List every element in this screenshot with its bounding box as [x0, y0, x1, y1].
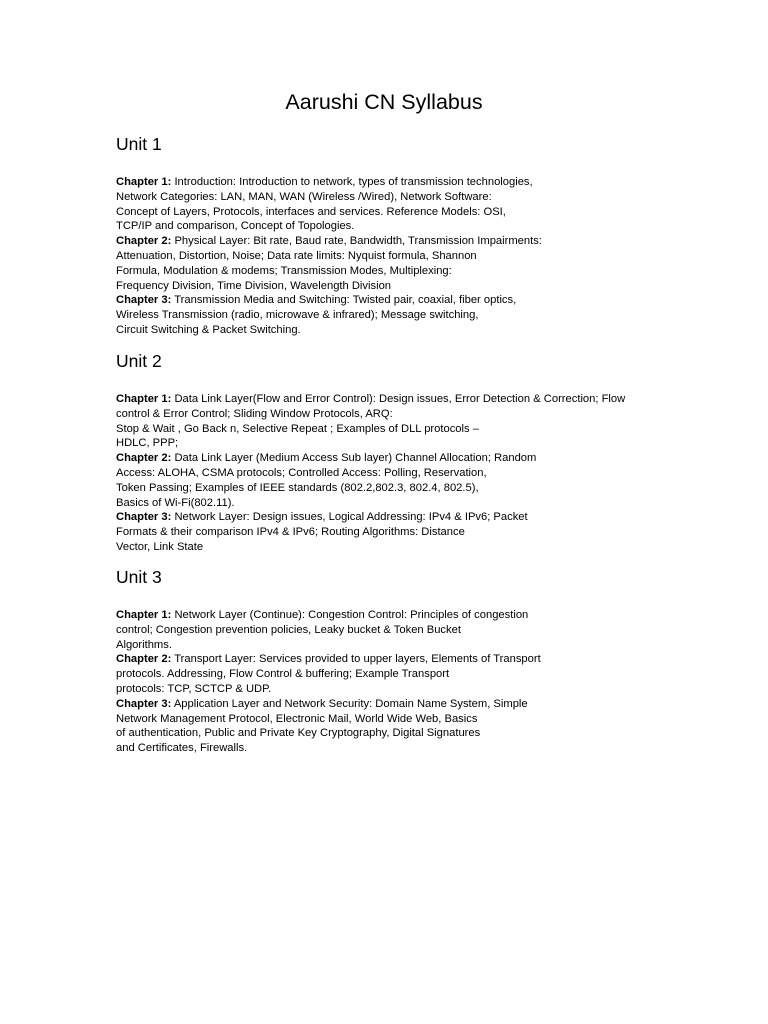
- chapter-text: Wireless Transmission (radio, microwave & infrared); Message switching,: [116, 309, 479, 322]
- chapter-block: [116, 293, 676, 337]
- chapter-text: Algorithms.: [116, 638, 172, 651]
- chapter-label: Chapter 2:: [116, 653, 172, 666]
- chapter-block: [116, 451, 676, 510]
- chapter-label: Chapter 2:: [116, 452, 172, 465]
- unit-section: [116, 132, 676, 338]
- chapter-text: Token Passing; Examples of IEEE standards (802.2,802.3, 802.4, 802.5),: [116, 481, 479, 494]
- chapter-text: TCP/IP and comparison, Concept of Topologies.: [116, 220, 355, 233]
- chapter-text: Concept of Layers, Protocols, interfaces and services. Reference Models: OSI,: [116, 205, 506, 218]
- chapter-text: Network Management Protocol, Electronic Mail, World Wide Web, Basics: [116, 712, 478, 725]
- chapter-text: Physical Layer: Bit rate, Baud rate, Bandwidth, Transmission Impairments:: [174, 235, 542, 248]
- chapter-block: [116, 392, 676, 451]
- chapter-block: [116, 510, 676, 554]
- unit-section: [116, 349, 676, 555]
- chapter-first-line: [116, 175, 676, 190]
- chapter-label: Chapter 1:: [116, 176, 172, 188]
- chapter-first-line: [116, 293, 676, 308]
- chapter-label: Chapter 1:: [116, 393, 172, 405]
- unit-heading: Unit 2: [116, 351, 162, 371]
- chapter-first-line: [116, 451, 676, 466]
- chapter-text: Network Categories: LAN, MAN, WAN (Wireless /Wired), Network Software:: [116, 190, 492, 203]
- chapter-text: protocols. Addressing, Flow Control & buffering; Example Transport: [116, 668, 450, 681]
- chapter-text: HDLC, PPP;: [116, 437, 179, 450]
- chapter-text: control & Error Control; Sliding Window Protocols, ARQ:: [116, 407, 393, 420]
- chapter-block: [116, 608, 676, 652]
- chapter-first-line: [116, 697, 676, 712]
- chapter-label: Chapter 3:: [116, 697, 172, 710]
- page-title: Aarushi CN Syllabus: [285, 90, 483, 114]
- chapter-text: Introduction: Introduction to network, types of transmission technologies,: [174, 176, 533, 188]
- chapter-text: Access: ALOHA, CSMA protocols; Controlled Access: Polling, Reservation,: [116, 466, 487, 479]
- chapter-block: [116, 234, 676, 293]
- unit-heading: Unit 3: [116, 567, 162, 587]
- chapter-text: Basics of Wi-Fi(802.11).: [116, 496, 235, 509]
- chapter-text: of authentication, Public and Private Key Cryptography, Digital Signatures: [116, 727, 481, 740]
- chapter-text: protocols: TCP, SCTCP & UDP.: [116, 682, 272, 695]
- chapter-label: Chapter 1:: [116, 609, 172, 621]
- chapter-text: Formula, Modulation & modems; Transmission Modes, Multiplexing:: [116, 264, 452, 277]
- chapter-text: Transmission Media and Switching: Twisted pair, coaxial, fiber optics,: [174, 294, 517, 307]
- chapter-text: Frequency Division, Time Division, Wavelength Division: [116, 279, 392, 292]
- chapter-label: Chapter 3:: [116, 511, 172, 524]
- chapter-text: Data Link Layer(Flow and Error Control): Design issues, Error Detection & Correction; Flow: [174, 393, 626, 405]
- chapter-text: Network Layer: Design issues, Logical Addressing: IPv4 & IPv6; Packet: [174, 511, 528, 524]
- chapter-label: Chapter 2:: [116, 235, 172, 248]
- chapter-text: Network Layer (Continue): Congestion Control: Principles of congestion: [174, 609, 529, 621]
- chapter-text: Data Link Layer (Medium Access Sub layer) Channel Allocation; Random: [174, 452, 537, 465]
- chapter-block: [116, 697, 676, 756]
- chapter-text: Circuit Switching & Packet Switching.: [116, 323, 301, 336]
- chapter-block: [116, 652, 676, 696]
- chapter-text: Attenuation, Distortion, Noise; Data rate limits: Nyquist formula, Shannon: [116, 249, 477, 262]
- chapter-first-line: [116, 652, 676, 667]
- chapter-text: Vector, Link State: [116, 540, 204, 553]
- chapter-first-line: [116, 608, 676, 623]
- unit-section: [116, 565, 676, 756]
- chapter-text: and Certificates, Firewalls.: [116, 742, 248, 755]
- chapter-text: Transport Layer: Services provided to upper layers, Elements of Transport: [174, 653, 541, 666]
- chapter-text: Stop & Wait , Go Back n, Selective Repeat ; Examples of DLL protocols –: [116, 422, 479, 435]
- chapter-first-line: [116, 510, 676, 525]
- unit-heading: Unit 1: [116, 134, 162, 154]
- chapter-text: Application Layer and Network Security: Domain Name System, Simple: [173, 697, 528, 710]
- chapter-block: [116, 175, 676, 234]
- chapter-text: control; Congestion prevention policies, Leaky bucket & Token Bucket: [116, 623, 461, 636]
- chapter-first-line: [116, 392, 676, 407]
- chapter-first-line: [116, 234, 676, 249]
- chapter-label: Chapter 3:: [116, 294, 172, 307]
- chapter-text: Formats & their comparison IPv4 & IPv6; Routing Algorithms: Distance: [116, 526, 465, 539]
